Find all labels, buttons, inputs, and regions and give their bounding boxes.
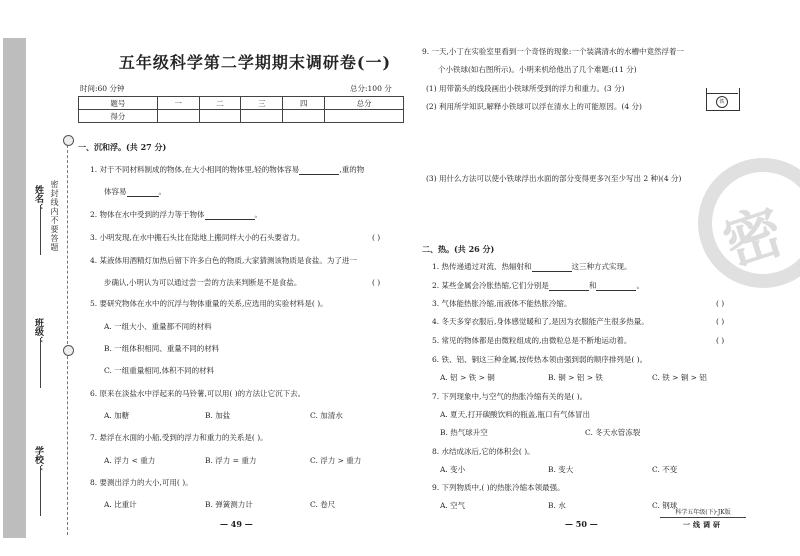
score-table: [78, 96, 404, 123]
heat-question-7: 7. 下列现象中,与空气的热胀冷缩有关的是( )。: [432, 392, 588, 401]
question-4: 4. 某液体用酒精灯加热后留下许多白色的物质,大家猜测该物质是食盐。为了进一: [90, 256, 357, 265]
heat-question-1: [432, 262, 632, 272]
question-text: 。: [158, 187, 166, 196]
score-cell: 得分: [79, 110, 158, 123]
score-input[interactable]: [325, 110, 404, 123]
option-5c[interactable]: C. 一组重量相同,体积不同的材料: [104, 366, 215, 375]
section-2-heading: 二、热。(共 26 分): [422, 244, 495, 254]
option-h9b[interactable]: B. 水: [548, 501, 566, 510]
seal-circle-top: [63, 135, 74, 146]
option-8b[interactable]: B. 弹簧测力计: [205, 500, 253, 509]
option-h9a[interactable]: A. 空气: [440, 501, 466, 510]
question-text: 和: [588, 281, 597, 290]
page-number-right: — 50 —: [565, 519, 598, 529]
option-h8a[interactable]: A. 变小: [440, 465, 466, 474]
page-title: 五年级科学第二学期期末调研卷(一): [118, 53, 392, 72]
option-h6c[interactable]: C. 铁 > 铜 > 铝: [652, 373, 707, 382]
question-text: 1. 对于不同材料制成的物体,在大小相同的物体里,轻的物体容易: [90, 165, 300, 174]
score-cell: 总分: [325, 97, 404, 110]
exam-total: 总分:100 分: [350, 84, 392, 93]
question-text: 2. 物体在水中受到的浮力等于物体: [90, 210, 205, 219]
option-h7b[interactable]: B. 热气球升空: [440, 428, 488, 437]
school-field[interactable]: [40, 466, 41, 516]
question-3-answer[interactable]: ( ): [372, 233, 381, 242]
score-input[interactable]: [199, 110, 241, 123]
question-9-3: (3) 用什么方法可以使小铁球浮出水面的部分变得更多?(至少写出 2 种)(4 分): [426, 174, 682, 183]
question-6: 6. 原来在淡盐水中浮起来的马铃薯,可以用( )的方法让它沉下去。: [90, 389, 306, 398]
page-number-left: — 49 —: [220, 519, 253, 529]
option-h7c[interactable]: C. 冬天水管冻裂: [585, 428, 641, 437]
score-input[interactable]: [283, 110, 325, 123]
question-9-2: (2) 利用所学知识,解释小铁球可以浮在清水上的可能原因。(4 分): [426, 102, 642, 111]
option-h9c[interactable]: C. 钢球: [652, 501, 678, 510]
answer-blank[interactable]: [596, 290, 636, 291]
question-text: 。: [254, 210, 263, 219]
name-label: 姓名：: [33, 185, 43, 212]
water-surface: [707, 93, 738, 94]
heat-question-4: 4. 冬天多穿衣服后,身体感觉暖和了,是因为衣服能产生很多热量。: [432, 317, 649, 326]
score-cell: 题号: [79, 97, 158, 110]
option-h6b[interactable]: B. 铜 > 铝 > 铁: [548, 373, 603, 382]
heat-question-5-answer[interactable]: ( ): [716, 336, 725, 345]
heat-question-3: 3. 气体能热胀冷缩,而液体不能热胀冷缩。: [432, 299, 572, 308]
question-4-answer[interactable]: ( ): [372, 278, 381, 287]
score-table-score-row: [79, 110, 404, 123]
option-8c[interactable]: C. 卷尺: [310, 500, 336, 509]
score-input[interactable]: [157, 110, 199, 123]
option-5a[interactable]: A. 一组大小、重量都不同的材料: [104, 322, 212, 331]
school-label: 学校：: [33, 446, 43, 473]
answer-blank[interactable]: [532, 271, 572, 272]
footer-brand: [660, 507, 746, 537]
question-7: 7. 悬浮在水面的小船,受到的浮力和重力的关系是( )。: [90, 433, 268, 442]
score-cell: 三: [241, 97, 283, 110]
question-text: 2. 某些金属会冷胀热缩,它们分别是: [432, 281, 549, 290]
heat-question-3-answer[interactable]: ( ): [716, 299, 725, 308]
option-6a[interactable]: A. 加糖: [104, 411, 130, 420]
question-4-cont: 步确认,小明认为可以通过尝一尝的方法来判断是不是食盐。: [104, 278, 302, 287]
seal-dashed-line: [67, 140, 68, 535]
question-1-cont: [104, 187, 166, 197]
score-table-header-row: [79, 97, 404, 110]
heat-question-5: 5. 常见的物体都是由微粒组成的,由微粒总是不断地运动着。: [432, 336, 632, 345]
question-text: ,重的物: [339, 165, 365, 174]
option-h8c[interactable]: C. 不变: [652, 465, 678, 474]
iron-ball: 铁: [716, 96, 728, 108]
question-text: 1. 热传递通过对流、热辐射和: [432, 262, 532, 271]
question-3: 3. 小明发现,在水中搬石头比在陆地上搬同样大小的石头要省力。: [90, 233, 305, 242]
option-h8b[interactable]: B. 变大: [548, 465, 574, 474]
question-9-cont: 个小铁球(如右图所示)。小明来机给他出了几个难题:(11 分): [438, 65, 637, 74]
class-field[interactable]: [40, 338, 41, 388]
question-5: 5. 要研究物体在水中的沉浮与物体重量的关系,应选用的实验材料是( )。: [90, 299, 328, 308]
question-1: [90, 165, 364, 175]
option-7a[interactable]: A. 浮力 < 重力: [104, 456, 156, 465]
option-h6a[interactable]: A. 铝 > 铁 > 铜: [440, 373, 495, 382]
question-2: [90, 210, 262, 220]
name-field[interactable]: [40, 205, 41, 255]
question-text: 。: [636, 281, 644, 290]
question-9-1: (1) 用带箭头的线段画出小铁球所受到的浮力和重力。(3 分): [426, 84, 625, 93]
option-7b[interactable]: B. 浮力 = 重力: [205, 456, 257, 465]
footer-label: 科学五年级(下)·JK版: [660, 507, 746, 518]
heat-question-2: [432, 281, 644, 291]
score-cell: 二: [199, 97, 241, 110]
question-text: 这三种方式实现。: [571, 262, 632, 271]
option-5b[interactable]: B. 一组体积相同、重量不同的材料: [104, 344, 220, 353]
question-text: 体容易: [104, 187, 127, 196]
section-1-heading: 一、沉和浮。(共 27 分): [78, 142, 167, 152]
binding-gray-bar: [3, 38, 26, 538]
option-h7a[interactable]: A. 夏天,打开碳酸饮料的瓶盖,瓶口有气体冒出: [440, 410, 590, 419]
heat-question-9: 9. 下列物质中,( )的热胀冷缩本领最强。: [432, 483, 565, 492]
heat-question-8: 8. 水结成冰后,它的体积会( )。: [432, 447, 535, 456]
exam-time: 时间:60 分钟: [80, 84, 125, 93]
seal-circle-bottom: [63, 345, 74, 356]
option-7c[interactable]: C. 浮力 > 重力: [310, 456, 362, 465]
score-input[interactable]: [241, 110, 283, 123]
answer-blank[interactable]: [299, 174, 339, 175]
answer-blank[interactable]: [205, 219, 255, 220]
question-9: 9. 一天,小丁在实验室里看到一个奇怪的现象:一个装满清水的水槽中竟然浮着一: [422, 47, 684, 56]
answer-blank[interactable]: [127, 196, 159, 197]
footer-brand-text: 一线调研: [683, 520, 723, 529]
option-6b[interactable]: B. 加盐: [205, 411, 231, 420]
option-8a[interactable]: A. 比重计: [104, 500, 137, 509]
option-6c[interactable]: C. 加清水: [310, 411, 343, 420]
score-cell: 一: [157, 97, 199, 110]
seal-line-text: 密封线内不要答题: [50, 180, 59, 252]
seal-stamp-char: 密: [715, 196, 792, 279]
score-cell: 四: [283, 97, 325, 110]
class-label: 班级：: [33, 318, 43, 345]
answer-blank[interactable]: [549, 290, 589, 291]
question-8: 8. 要测出浮力的大小,可用( )。: [90, 478, 193, 487]
heat-question-4-answer[interactable]: ( ): [716, 317, 725, 326]
heat-question-6: 6. 铁、铝、铜这三种金属,按传热本领由强到弱的顺序排列是( )。: [432, 355, 648, 364]
